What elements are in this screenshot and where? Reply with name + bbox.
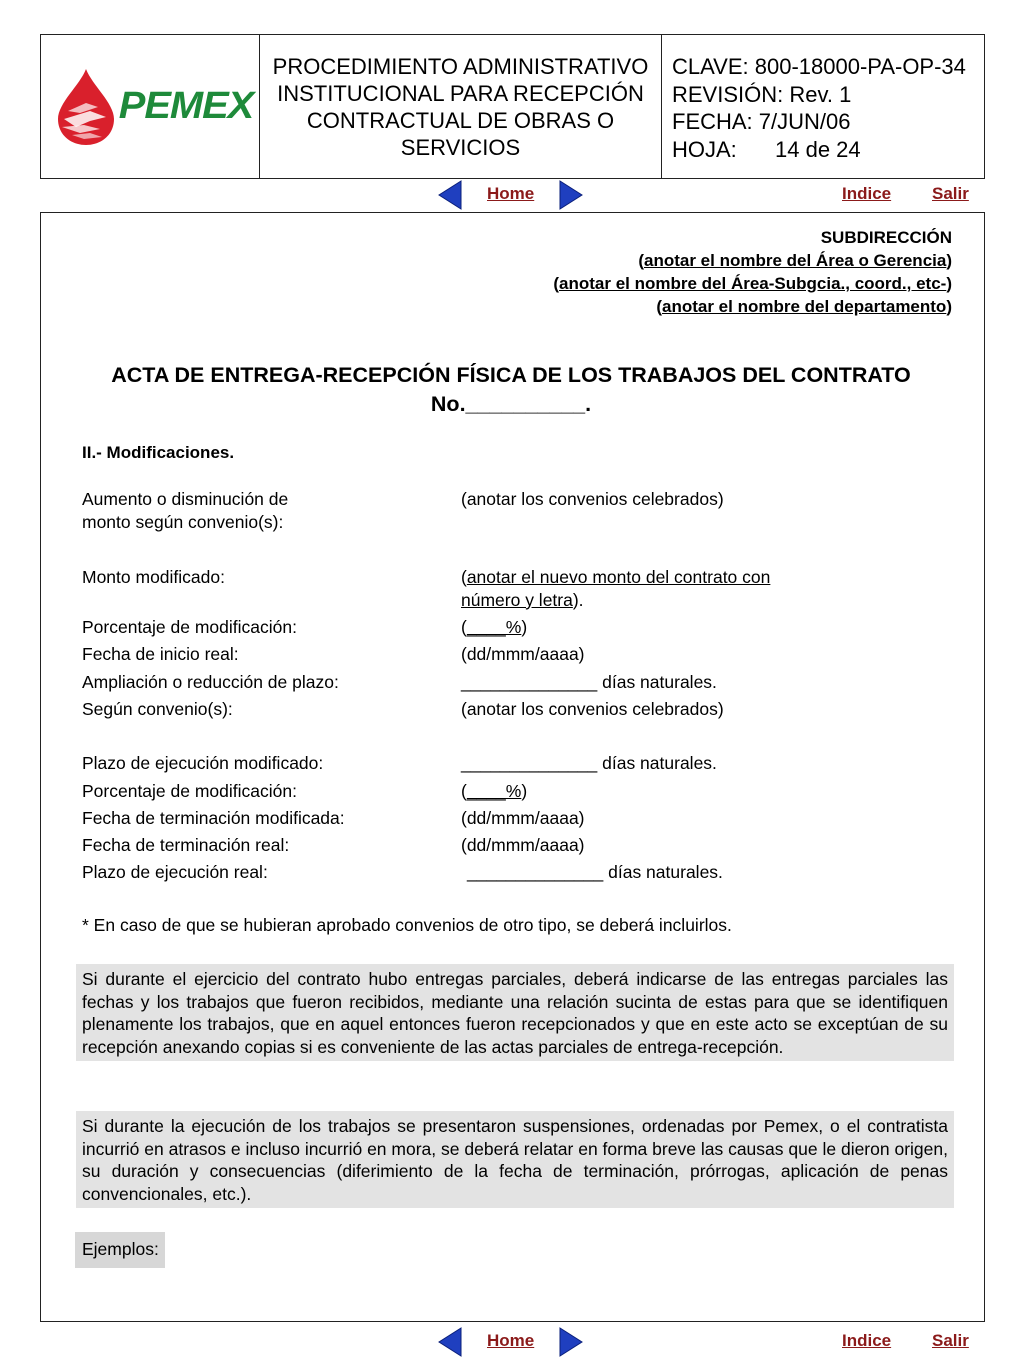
hoja-label: HOJA:	[672, 136, 737, 162]
section-title: II.- Modificaciones.	[82, 443, 235, 462]
pemex-wordmark: PEMEX	[118, 85, 254, 127]
content-frame: SUBDIRECCIÓN (anotar el nombre del Área o Gerencia) (anotar el nombre del Área-Subgcia., coord., etc-) (anotar el nombre del departamento) ACTA DE ENTREGA-RECEPCIÓN FÍSICA DE LOS TRABAJOS DEL CONTRATO No.__________. II.- Modificaciones. Aumento o disminución de monto según convenio(s): (anotar los convenios celebrados) Monto modificado: (anotar el nuevo monto del contrato con número y letra). Porcentaje de modificación: (____%) Fecha de inicio real: (dd/mmm/aaaa) Ampliación o reducción de plazo: ______________ días naturales. Según convenio(s): (anotar los convenios celebrados) Plazo de ejecución modificado: ______________ días naturales. Porcentaje de modificación: (____%) Fecha de terminación modificada: (dd/mmm/aaaa) Fecha de terminación real: (dd/mmm/aaaa) Plazo de ejecución real: ______________ días naturales. * En caso de que se hubieran aprobado convenios de otro tipo, se deberá incluirlos. Si durante el ejercicio del contrato hubo entregas parciales, deberá indicarse de las entregas parciales las fechas y los trabajos que fueron recibidos, mediante una relación sucinta de estas para que se identifiquen plenamente los trabajos, que en aquel entonces fueron recepcionados y que en este acto se exceptúan de su recepción anexando copias si es conveniente de las actas parciales de entrega-recepción. Si durante la ejecución de los trabajos se presentaron suspensiones, ordenadas por Pemex, o el contratista incurrió en atrasos e incluso incurrió en mora, se deberá relatar en forma breve las causas que le dieron origen, su duración y consecuencias (diferimiento de la fecha de terminación, prórrogas, aplicación de penas convencionales, etc.). Ejemplos:	[40, 212, 985, 1322]
document-header	[40, 34, 985, 179]
subdireccion-block	[553, 226, 952, 318]
clave: CLAVE: 800-18000-PA-OP-34	[672, 54, 966, 79]
revision: REVISIÓN: Rev. 1	[672, 81, 852, 107]
title-line-3: CONTRACTUAL DE OBRAS O	[306, 107, 615, 133]
fecha: FECHA: 7/JUN/06	[672, 109, 851, 134]
area-gerencia: (anotar el nombre del Área o Gerencia)	[638, 251, 952, 270]
pemex-logo	[41, 35, 260, 178]
indice-link[interactable]: Indice	[842, 184, 892, 203]
home-link[interactable]: Home	[487, 1331, 535, 1350]
procedure-title	[260, 35, 662, 178]
title-line-2: INSTITUCIONAL PARA RECEPCIÓN	[277, 80, 644, 106]
title-line-1: PROCEDIMIENTO ADMINISTRATIVO	[272, 53, 649, 79]
hoja	[672, 136, 984, 164]
home-link[interactable]: Home	[487, 184, 535, 203]
act-title: ACTA DE ENTREGA-RECEPCIÓN FÍSICA DE LOS TRABAJOS DEL CONTRATO No.__________.	[111, 363, 911, 416]
bottom-nav	[0, 1327, 1024, 1357]
salir-link[interactable]: Salir	[932, 1331, 969, 1350]
previous-arrow-icon[interactable]	[437, 1327, 463, 1357]
instruction-box-entregas: Si durante el ejercicio del contrato hubo entregas parciales, deberá indicarse de las entregas parciales las fechas y los trabajos que fueron recibidos, mediante una relación sucinta de estas para que se identifiquen plenamente los trabajos, que en aquel entonces fueron recepcionados y que en este acto se exceptúan de su recepción anexando copias si es conveniente de las actas parciales de entrega-recepción.	[76, 964, 954, 1061]
next-arrow-icon[interactable]	[558, 180, 584, 210]
subdireccion-title: SUBDIRECCIÓN	[820, 228, 952, 247]
note-otros-convenios: * En caso de que se hubieran aprobado convenios de otro tipo, se deberá incluirlos.	[82, 915, 732, 935]
top-nav	[0, 180, 1024, 210]
area-subgcia: (anotar el nombre del Área-Subgcia., coord., etc-)	[553, 274, 952, 293]
document-metadata	[662, 35, 984, 178]
instruction-box-suspensiones: Si durante la ejecución de los trabajos se presentaron suspensiones, ordenadas por Pemex, o el contratista incurrió en atrasos e incluso incurrió en mora, se deberá relatar en forma breve las causas que le dieron origen, su duración y consecuencias (diferimiento de la fecha de terminación, prórrogas, aplicación de penas convencionales, etc.).	[76, 1111, 954, 1208]
salir-link[interactable]: Salir	[932, 184, 969, 203]
hoja-value: 14 de 24	[775, 136, 861, 162]
previous-arrow-icon[interactable]	[437, 180, 463, 210]
ejemplos-label: Ejemplos:	[75, 1232, 165, 1268]
next-arrow-icon[interactable]	[558, 1327, 584, 1357]
pemex-drop-icon	[50, 67, 122, 147]
indice-link[interactable]: Indice	[842, 1331, 892, 1350]
title-line-4: SERVICIOS	[400, 134, 521, 160]
departamento: (anotar el nombre del departamento)	[656, 297, 952, 316]
